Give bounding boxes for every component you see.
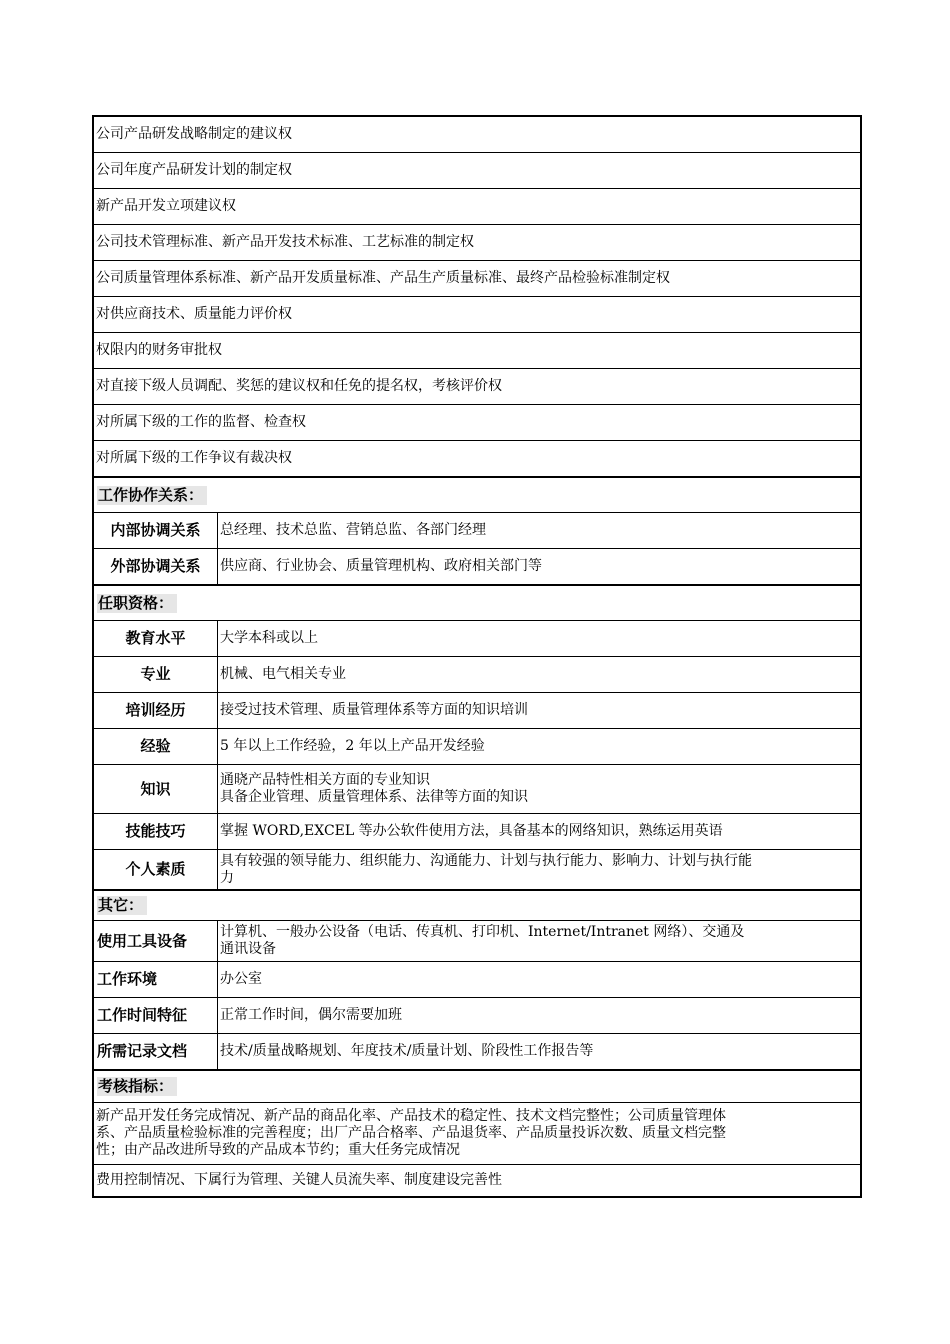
knowledge-row: [94, 765, 860, 814]
authority-row: [94, 333, 860, 369]
assessment-header-row: [94, 1071, 860, 1103]
assessment-item: [94, 1103, 860, 1164]
authority-item: 对所属下级的工作争议有裁决权: [96, 450, 292, 466]
work-time-row: [94, 998, 860, 1034]
external-coordination-value: 供应商、行业协会、质量管理机构、政府相关部门等: [220, 558, 542, 574]
environment-label: 工作环境: [94, 962, 218, 997]
assessment-section-title: 考核指标：: [94, 1071, 860, 1102]
internal-coordination-row: [94, 513, 860, 549]
work-time-value: 正常工作时间，偶尔需要加班: [220, 1007, 402, 1023]
internal-coordination-label: 内部协调关系: [94, 513, 218, 548]
personal-quality-row: [94, 850, 860, 891]
authority-item: 对供应商技术、质量能力评价权: [96, 306, 292, 322]
authority-item: 公司技术管理标准、新产品开发技术标准、工艺标准的制定权: [96, 234, 474, 250]
experience-value: 5 年以上工作经验，2 年以上产品开发经验: [220, 738, 485, 754]
assessment-row: [94, 1103, 860, 1165]
internal-coordination-value: 总经理、技术总监、营销总监、各部门经理: [220, 522, 486, 538]
tools-value: [218, 921, 860, 961]
tools-line: 通讯设备: [220, 941, 276, 957]
authority-item: 公司质量管理体系标准、新产品开发质量标准、产品生产质量标准、最终产品检验标准制定权: [96, 270, 670, 286]
personal-quality-line: 具有较强的领导能力、组织能力、沟通能力、计划与执行能力、影响力、计划与执行能: [220, 852, 752, 869]
authority-row: [94, 369, 860, 405]
documents-label: 所需记录文档: [94, 1034, 218, 1069]
tools-label: 使用工具设备: [94, 921, 218, 961]
assessment-line: 性；由产品改进所导致的产品成本节约；重大任务完成情况: [96, 1142, 460, 1158]
personal-quality-value: [218, 850, 860, 889]
environment-value: 办公室: [220, 971, 262, 987]
experience-label: 经验: [94, 729, 218, 764]
education-label: 教育水平: [94, 621, 218, 656]
major-label: 专业: [94, 657, 218, 692]
training-value: 接受过技术管理、质量管理体系等方面的知识培训: [220, 702, 528, 718]
tools-row: [94, 921, 860, 962]
authority-item: 权限内的财务审批权: [96, 342, 222, 358]
tools-line: 计算机、一般办公设备（电话、传真机、打印机、Internet/Intranet 网络）、交通及: [220, 924, 745, 940]
authority-item: 对直接下级人员调配、奖惩的建议权和任免的提名权，考核评价权: [96, 378, 502, 394]
documents-row: [94, 1034, 860, 1071]
knowledge-line: 具备企业管理、质量管理体系、法律等方面的知识: [220, 789, 528, 805]
training-label: 培训经历: [94, 693, 218, 728]
assessment-item: 费用控制情况、下属行为管理、关键人员流失率、制度建设完善性: [96, 1172, 502, 1188]
skills-value: 掌握 WORD,EXCEL 等办公软件使用方法，具备基本的网络知识，熟练运用英语: [220, 823, 723, 839]
assessment-row: [94, 1165, 860, 1198]
assessment-line: 系、产品质量检验标准的完善程度；出厂产品合格率、产品退货率、产品质量投诉次数、质量文档完整: [96, 1125, 726, 1141]
authority-row: [94, 297, 860, 333]
authority-item: 新产品开发立项建议权: [96, 198, 236, 214]
authority-row: [94, 405, 860, 441]
environment-row: [94, 962, 860, 998]
work-time-label: 工作时间特征: [94, 998, 218, 1033]
external-coordination-row: [94, 549, 860, 586]
personal-quality-label: 个人素质: [94, 850, 218, 889]
others-section-title: 其它：: [94, 891, 860, 920]
authority-item: 公司年度产品研发计划的制定权: [96, 162, 292, 178]
major-row: [94, 657, 860, 693]
skills-row: [94, 814, 860, 850]
experience-row: [94, 729, 860, 765]
documents-value: 技术/质量战略规划、年度技术/质量计划、阶段性工作报告等: [220, 1043, 594, 1059]
education-row: [94, 621, 860, 657]
collaboration-section-title: 工作协作关系：: [94, 478, 860, 512]
job-description-table: [92, 115, 862, 1198]
authority-row: [94, 441, 860, 478]
authority-row: [94, 117, 860, 153]
authority-row: [94, 261, 860, 297]
knowledge-label: 知识: [94, 765, 218, 813]
qualifications-section-title: 任职资格：: [94, 586, 860, 620]
assessment-line: 新产品开发任务完成情况、新产品的商品化率、产品技术的稳定性、技术文档完整性；公司质量管理体: [96, 1108, 726, 1124]
education-value: 大学本科或以上: [220, 630, 318, 646]
training-row: [94, 693, 860, 729]
personal-quality-line: 力: [220, 869, 234, 886]
qualifications-header-row: [94, 586, 860, 621]
authority-row: [94, 225, 860, 261]
authority-item: 对所属下级的工作的监督、检查权: [96, 414, 306, 430]
authority-row: [94, 153, 860, 189]
knowledge-line: 通晓产品特性相关方面的专业知识: [220, 772, 430, 788]
authority-row: [94, 189, 860, 225]
major-value: 机械、电气相关专业: [220, 666, 346, 682]
others-header-row: [94, 891, 860, 921]
authority-item: 公司产品研发战略制定的建议权: [96, 126, 292, 142]
external-coordination-label: 外部协调关系: [94, 549, 218, 584]
collaboration-header-row: [94, 478, 860, 513]
knowledge-value: [218, 765, 860, 813]
skills-label: 技能技巧: [94, 814, 218, 849]
